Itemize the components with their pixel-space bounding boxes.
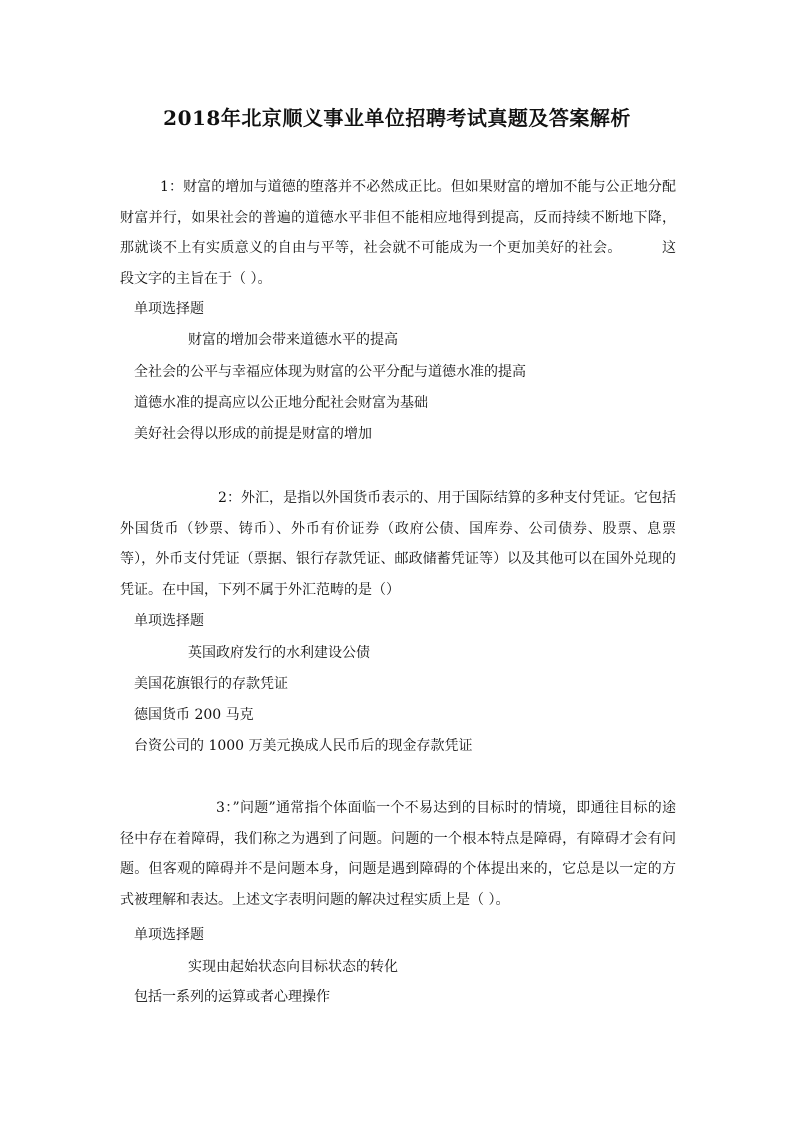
question-1-option-c: 道德水准的提高应以公正地分配社会财富为基础 [134,395,428,411]
question-3-type: 单项选择题 [134,927,204,943]
question-1-text [120,172,676,294]
question-2-option-a: 英国政府发行的水利建设公债 [188,645,370,661]
question-2-text: 2：外汇，是指以外国货币表示的、用于国际结算的多种支付凭证。它包括外国货币（钞票、铸币）、外币有价证券（政府公债、国库券、公司债券、股票、息票等），外币支付凭证（票据、银行存款凭证、邮政储蓄凭证等）以及其他可以在国外兑现的凭证。在中国，下列不属于外汇范畴的是（） [120,490,676,598]
question-2-option-c: 德国货币 200 马克 [134,707,254,723]
question-1-option-b: 全社会的公平与幸福应体现为财富的公平分配与道德水准的提高 [134,364,526,380]
question-2-type: 单项选择题 [134,613,204,629]
question-1-option-a: 财富的增加会带来道德水平的提高 [188,332,398,348]
question-3-option-b: 包括一系列的运算或者心理操作 [134,989,330,1005]
question-1-tail: 这段文字的主旨在于（ ）。 [120,240,677,287]
question-2-option-b: 美国花旗银行的存款凭证 [134,676,288,692]
question-1-stem: 1：财富的增加与道德的堕落并不必然成正比。但如果财富的增加不能与公正地分配财富并行，如果社会的普遍的道德水平非但不能相应地得到提高，反而持续不断地下降，那就谈不上有实质意义的自由与平等，社会就不可能成为一个更加美好的社会。 [120,179,676,256]
question-1-type: 单项选择题 [134,301,204,317]
question-1-option-d: 美好社会得以形成的前提是财富的增加 [134,426,372,442]
document-title: 2018年北京顺义事业单位招聘考试真题及答案解析 [163,106,631,130]
question-2-option-d: 台资公司的 1000 万美元换成人民币后的现金存款凭证 [134,738,473,754]
question-3-option-a: 实现由起始状态向目标状态的转化 [188,959,398,975]
question-3-text: 3：”问题”通常指个体面临一个不易达到的目标时的情境，即通往目标的途径中存在着障碍，我们称之为遇到了问题。问题的一个根本特点是障碍，有障碍才会有问题。但客观的障碍并不是问题本身，问题是遇到障碍的个体提出来的，它总是以一定的方式被理解和表达。上述文字表明问题的解决过程实质上是（ ）。 [120,800,676,908]
